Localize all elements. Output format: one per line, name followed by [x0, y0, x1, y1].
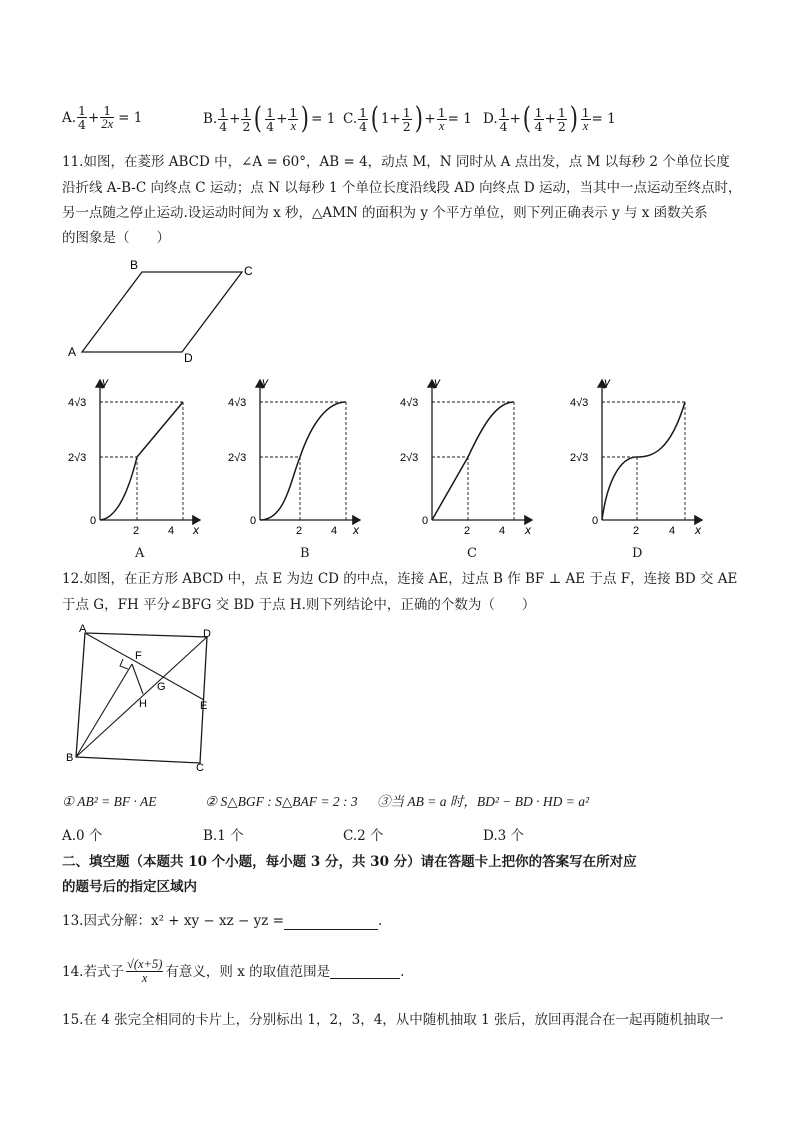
q11-line-4: 的图象是（ ）: [62, 230, 170, 246]
q12-option-a: A.0 个: [62, 828, 103, 844]
graph-b-x-label: x: [353, 523, 359, 537]
graph-c-x-label: x: [525, 523, 531, 537]
q14-answer-blank: [330, 964, 400, 979]
q10-option-a: A. $\frac{1}{4}$ + $\frac{1}{2x}$ = 1: [62, 103, 143, 132]
q12-conclusion-3: ③当 AB = a 时，BD² − BD · HD = a²: [377, 794, 590, 809]
graph-b-y-label: y: [262, 375, 268, 389]
graph-d-origin: 0: [592, 515, 599, 527]
graph-caption-c: C: [467, 546, 477, 561]
square-label-f: F: [135, 650, 142, 662]
graph-b-top-label: 4√3: [228, 397, 247, 409]
graph-c-origin: 0: [422, 515, 429, 527]
square-label-c: C: [196, 762, 204, 774]
q14-prefix: 14.若式子: [62, 963, 124, 980]
section2-heading-line-2: 的题号后的指定区域内: [62, 879, 197, 895]
q14-numerator: √(x+5): [126, 957, 163, 971]
q12-square-figure: [60, 620, 220, 775]
graph-d: [570, 375, 702, 537]
q14: 14.若式子 $\frac{√(x+5)}{x}$ 有意义，则 x 的取值范围是 .: [62, 957, 405, 985]
q12-conclusion-1: ① AB² = BF · AE: [62, 794, 157, 809]
graph-a-x-label: x: [193, 523, 199, 537]
graph-d-x4: 4: [669, 525, 676, 537]
graph-b-x4: 4: [331, 525, 338, 537]
graph-b-mid-label: 2√3: [228, 452, 247, 464]
graph-b-origin: 0: [250, 515, 257, 527]
q12-option-b: B.1 个: [203, 828, 244, 844]
graph-d-mid-label: 2√3: [570, 452, 589, 464]
q14-suffix: 有意义，则 x 的取值范围是: [165, 963, 331, 980]
square-label-g: G: [157, 681, 166, 693]
graph-d-y-label: y: [604, 375, 610, 389]
graph-c-top-label: 4√3: [400, 397, 419, 409]
graph-d-top-label: 4√3: [570, 397, 589, 409]
graph-c: [400, 375, 532, 537]
q11-graphs: [68, 372, 720, 542]
q15-line-1: 15.在 4 张完全相同的卡片上，分别标出 1，2，3，4，从中随机抽取 1 张后，放回再混合在一起再随机抽取一: [62, 1012, 724, 1028]
graph-d-x-label: x: [695, 523, 701, 537]
rhombus-label-a: A: [68, 345, 77, 359]
q13-answer-blank: [284, 915, 378, 930]
graph-b: [228, 375, 360, 537]
graph-b-x2: 2: [296, 525, 303, 537]
graph-a-x2: 2: [133, 525, 140, 537]
rhombus-label-b: B: [130, 258, 139, 272]
graph-c-mid-label: 2√3: [400, 452, 419, 464]
q12-line-2: 于点 G，FH 平分∠BFG 交 BD 于点 H.则下列结论中，正确的个数为（ ）: [62, 597, 536, 613]
q13: 13.因式分解：x² + xy − xz − yz = .: [62, 913, 383, 929]
graph-a-top-label: 4√3: [68, 397, 87, 409]
q12-option-c: C.2 个: [343, 828, 384, 844]
q11-line-1: 11.如图，在菱形 ABCD 中，∠A = 60°，AB = 4，动点 M，N 同时从 A 点出发，点 M 以每秒 2 个单位长度: [62, 154, 730, 170]
rhombus-label-c: C: [244, 264, 253, 278]
graph-caption-a: A: [135, 546, 145, 561]
q14-denominator: x: [141, 971, 148, 985]
graph-a-origin: 0: [90, 515, 97, 527]
graph-caption-b: B: [300, 546, 310, 561]
q10-option-c: C. $\frac{1}{4}$ ( 1 + $\frac{1}{2}$ ) + $\frac{1}{x}$ = 1: [343, 101, 472, 136]
square-label-b: B: [66, 752, 74, 764]
graph-c-x4: 4: [499, 525, 506, 537]
graph-a-mid-label: 2√3: [68, 452, 87, 464]
q10-option-d: D. $\frac{1}{4}$ + ( $\frac{1}{4}$ + $\frac{1}{2}$ ) $\frac{1}{x}$ = 1: [483, 101, 616, 136]
graph-a: [68, 375, 200, 537]
rhombus-label-d: D: [184, 351, 193, 365]
q12-option-d: D.3 个: [483, 828, 525, 844]
q13-text: 13.因式分解：x² + xy − xz − yz =: [62, 913, 284, 929]
square-label-d: D: [203, 628, 211, 640]
graph-caption-d: D: [632, 546, 643, 561]
q11-line-3: 另一点随之停止运动.设运动时间为 x 秒，△AMN 的面积为 y 个平方单位，则下列正确表示 y 与 x 函数关系: [62, 205, 708, 221]
graph-c-x2: 2: [464, 525, 471, 537]
q11-rhombus-figure: [60, 255, 270, 367]
square-label-h: H: [139, 698, 147, 710]
section2-heading-line-1: 二、填空题（本题共 10 个小题，每小题 3 分，共 30 分）请在答题卡上把你的答案写在所对应: [62, 854, 637, 870]
graph-a-y-label: y: [102, 375, 108, 389]
graph-c-y-label: y: [434, 375, 440, 389]
square-label-e: E: [200, 700, 208, 712]
q12-line-1: 12.如图，在正方形 ABCD 中，点 E 为边 CD 的中点，连接 AE，过点 B 作 BF ⊥ AE 于点 F，连接 BD 交 AE: [62, 571, 738, 587]
graph-a-x4: 4: [168, 525, 175, 537]
q11-line-2: 沿折线 A-B-C 向终点 C 运动；点 N 以每秒 1 个单位长度沿线段 AD 向终点 D 运动，当其中一点运动至终点时，: [62, 180, 742, 196]
graph-d-x2: 2: [633, 525, 640, 537]
q10-option-b: B. $\frac{1}{4}$ + $\frac{1}{2}$ ( $\frac{1}{4}$ + $\frac{1}{x}$ ) = 1: [203, 101, 336, 136]
q12-conclusion-2: ② S△BGF : S△BAF = 2 : 3: [205, 794, 358, 809]
square-label-a: A: [79, 623, 87, 635]
